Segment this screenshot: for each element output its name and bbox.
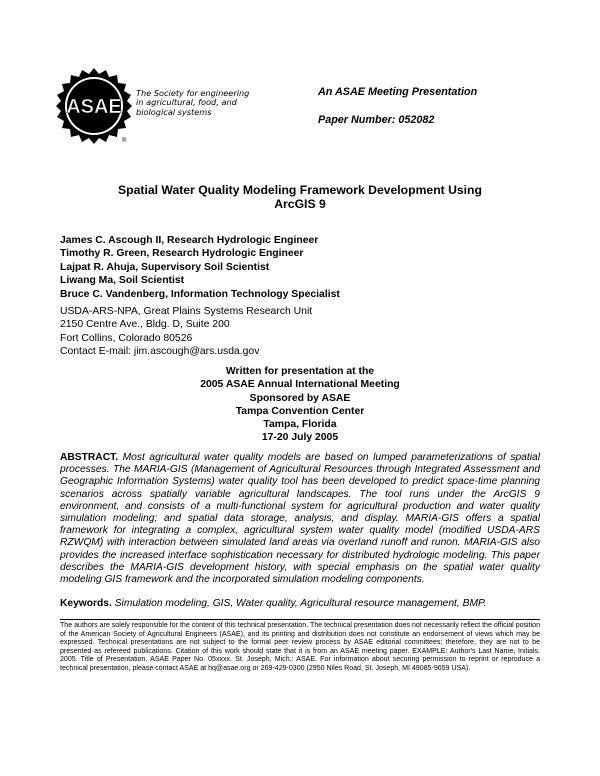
society-line: biological systems — [136, 106, 212, 117]
presentation-line: Sponsored by ASAE — [249, 392, 351, 404]
presentation-line: 17-20 July 2005 — [261, 432, 339, 444]
presentation-line: 2005 ASAE Annual International Meeting — [200, 379, 400, 391]
keywords — [60, 598, 540, 609]
presentation-info — [60, 365, 540, 445]
meeting-presentation: An ASAE Meeting Presentation — [318, 86, 478, 98]
author: Lajpat R. Ahuja, Supervisory Soil Scientist — [60, 261, 270, 273]
paper-title — [60, 183, 540, 211]
footnote: The authors are solely responsible for the content of this technical presentation. The technical presentation does not necessarily reflect the official position of the American Society of Agricultural Engineers (ASAE), and its printing and distribution does not constitute an endorsement of views which may be expressed. Technical presentations are not subject to the formal peer review process by ASAE editorial committees; therefore, they are not to be presented as refereed publications. Citation of this work should state that it is from an ASAE meeting paper. EXAMPLE: Author's Last Name, Initials. 2005. Title of Presentation. ASAE Paper No. 05xxxx. St. Joseph, Mich.: ASAE. For information about securing permission to reprint or reproduce a technical presentation, please contact ASAE at hq@asae.org or 269-429-0300 (2950 Niles Road, St. Joseph, MI 49085-9659 USA). — [60, 622, 540, 672]
presentation-line: Tampa Convention Center — [235, 405, 365, 417]
contact-email: Contact E-mail: jim.ascough@ars.usda.gov — [60, 346, 260, 358]
address-line: Fort Collins, Colorado 80526 — [60, 332, 193, 344]
asae-logo — [56, 68, 132, 144]
society-tagline — [136, 89, 249, 117]
author-list — [60, 234, 340, 301]
presentation-line: Tampa, Florida — [263, 419, 337, 431]
paper-number: Paper Number: 052082 — [318, 114, 435, 126]
society-line: The Society for engineering — [136, 88, 250, 98]
keywords-label: Keywords. — [60, 598, 112, 609]
address-line: 2150 Centre Ave., Bldg. D, Suite 200 — [60, 319, 230, 331]
address-line: USDA-ARS-NPA, Great Plains Systems Research Unit — [60, 306, 313, 317]
society-line: in agricultural, food, and — [136, 97, 237, 108]
author: Bruce C. Vandenberg, Information Technology Specialist — [60, 288, 340, 300]
registered-mark: ® — [122, 138, 127, 144]
keywords-text: Simulation modeling, GIS, Water quality, Agricultural resource management, BMP. — [114, 598, 487, 609]
presentation-line: Written for presentation at the — [225, 366, 375, 377]
logo-text: ASAE — [66, 96, 122, 118]
author: Timothy R. Green, Research Hydrologic Engineer — [60, 248, 304, 260]
title-line: ArcGIS 9 — [274, 197, 326, 211]
abstract — [60, 452, 540, 586]
author: James C. Ascough II, Research Hydrologic Engineer — [60, 235, 319, 246]
footnote-divider — [60, 619, 540, 620]
author: Liwang Ma, Soil Scientist — [60, 275, 185, 287]
abstract-label: ABSTRACT. — [60, 452, 119, 463]
title-line: Spatial Water Quality Modeling Framework Development Using — [118, 183, 482, 197]
affiliation-address — [60, 305, 312, 359]
abstract-text: Most agricultural water quality models are based on lumped parameterizations of spatial processes. The MARIA-GIS (Management of Agricultural Resources through Integrated Assessment and Geographic Information Systems) water quality tool has been developed to predict space-time planning scenarios across spatially variable agricultural landscapes. The tool runs under the ArcGIS 9 environment, and consists of a multi-functional system for agricultural production and water quality simulation modeling; and spatial data storage, analysis, and display. MARIA-GIS offers a spatial framework for integrating a complex, agricultural system water quality model (modified USDA-ARS RZWQM) with interaction between simulated land areas via overland runoff and runon. MARIA-GIS also provides the increased interface sophistication necessary for distributed hydrologic modeling. This paper describes the MARIA-GIS development history, with special emphasis on the spatial water quality modeling GIS framework and the incorporated simulation modeling components. — [60, 452, 540, 586]
